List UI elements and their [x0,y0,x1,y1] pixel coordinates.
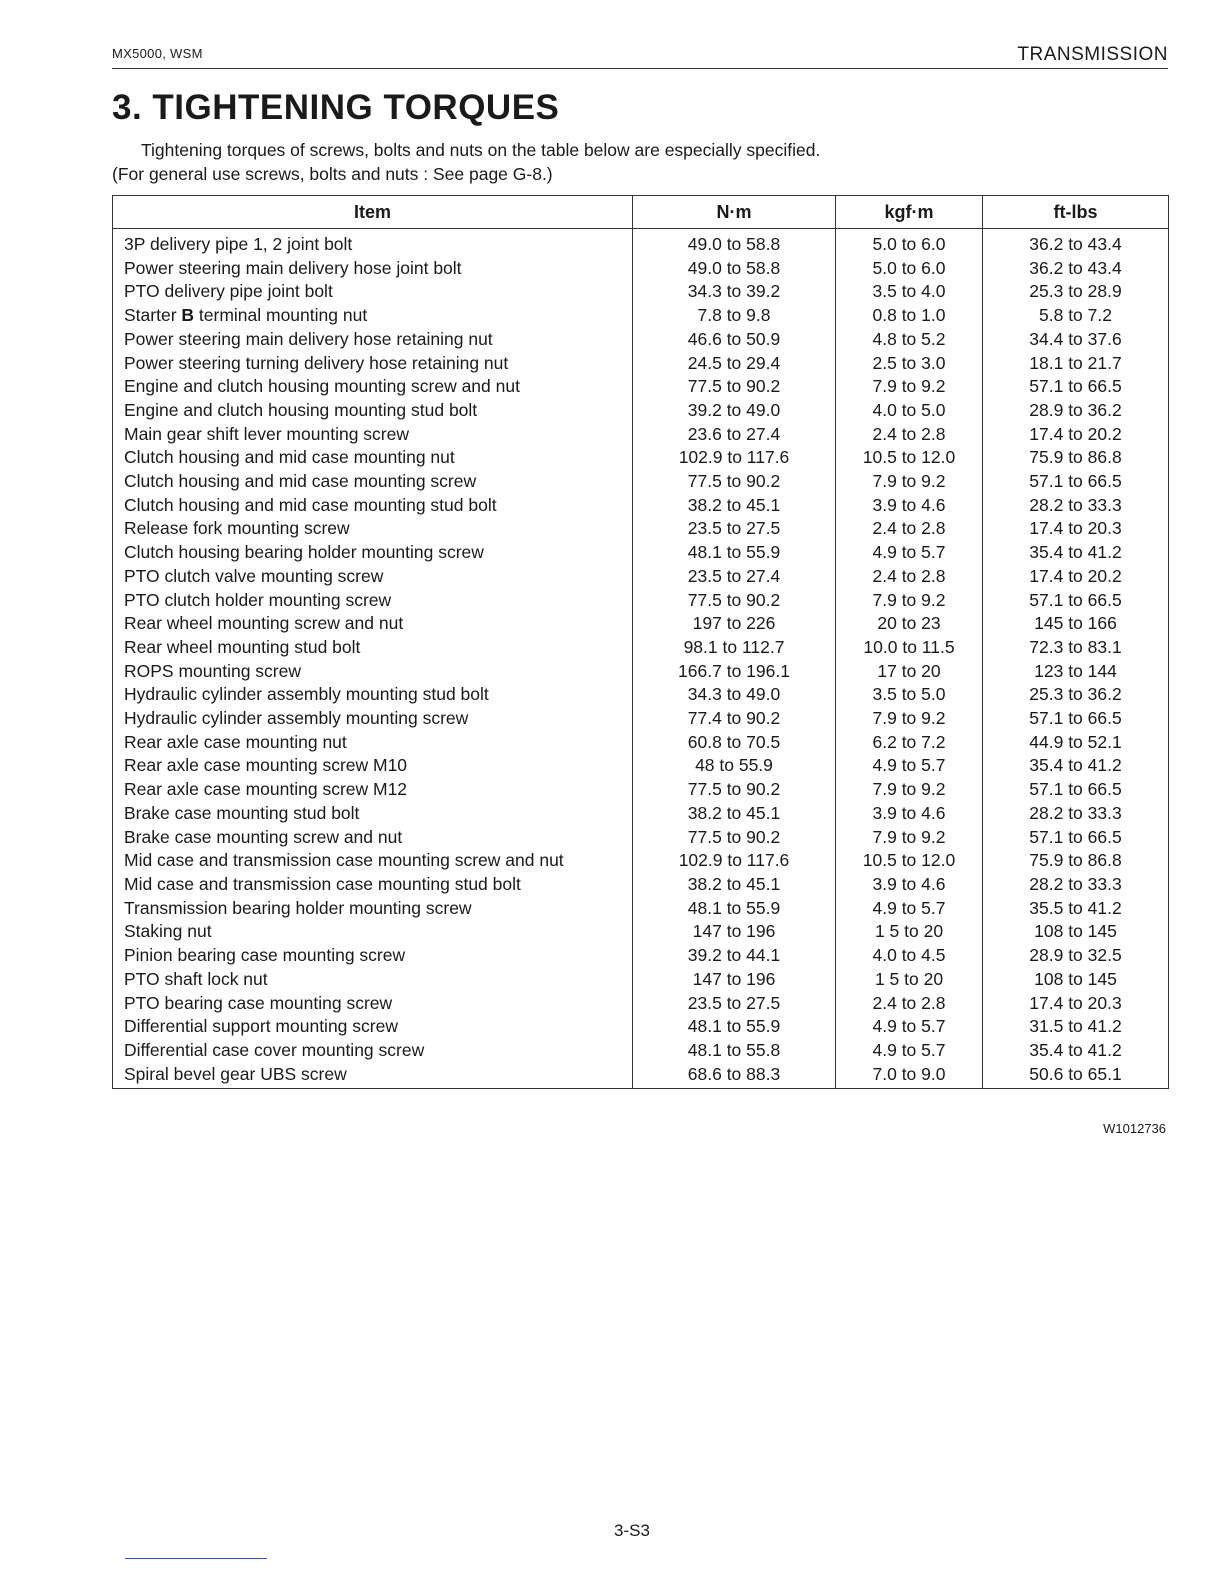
col-header-nm: N·m [633,196,836,229]
table-row [113,683,1169,707]
cell-nm: 39.2 to 44.1 [633,944,836,968]
intro-line-1: Tightening torques of screws, bolts and nuts on the table below are especially specified. [141,140,821,160]
document-code: W1012736 [1103,1121,1166,1136]
cell-ft: 108 to 145 [983,920,1169,944]
cell-kgf: 3.5 to 4.0 [836,280,983,304]
cell-kgf: 7.9 to 9.2 [836,375,983,399]
manual-id: MX5000, WSM [112,46,203,61]
cell-nm: 102.9 to 117.6 [633,446,836,470]
cell-nm: 77.4 to 90.2 [633,707,836,731]
cell-kgf: 4.9 to 5.7 [836,1039,983,1063]
table-row [113,328,1169,352]
table-row [113,304,1169,328]
table-row [113,612,1169,636]
cell-item: PTO shaft lock nut [113,968,633,992]
cell-ft: 35.5 to 41.2 [983,897,1169,921]
cell-ft: 17.4 to 20.2 [983,565,1169,589]
cell-kgf: 10.5 to 12.0 [836,849,983,873]
cell-kgf: 7.9 to 9.2 [836,778,983,802]
table-row [113,375,1169,399]
cell-item: Clutch housing bearing holder mounting screw [113,541,633,565]
table-row [113,992,1169,1016]
cell-kgf: 20 to 23 [836,612,983,636]
cell-item: PTO clutch valve mounting screw [113,565,633,589]
cell-ft: 28.2 to 33.3 [983,802,1169,826]
cell-kgf: 7.9 to 9.2 [836,470,983,494]
cell-ft: 28.2 to 33.3 [983,873,1169,897]
cell-kgf: 4.0 to 5.0 [836,399,983,423]
table-row [113,494,1169,518]
cell-item: Rear wheel mounting stud bolt [113,636,633,660]
cell-ft: 36.2 to 43.4 [983,257,1169,281]
cell-kgf: 1 5 to 20 [836,920,983,944]
table-row [113,849,1169,873]
col-header-item: Item [113,196,633,229]
cell-ft: 44.9 to 52.1 [983,731,1169,755]
table-row [113,802,1169,826]
cell-ft: 108 to 145 [983,968,1169,992]
cell-kgf: 2.4 to 2.8 [836,517,983,541]
cell-nm: 7.8 to 9.8 [633,304,836,328]
cell-item: Clutch housing and mid case mounting screw [113,470,633,494]
cell-nm: 147 to 196 [633,968,836,992]
cell-item: Power steering main delivery hose joint bolt [113,257,633,281]
cell-ft: 75.9 to 86.8 [983,849,1169,873]
cell-kgf: 4.9 to 5.7 [836,1015,983,1039]
cell-kgf: 3.5 to 5.0 [836,683,983,707]
cell-kgf: 1 5 to 20 [836,968,983,992]
cell-nm: 77.5 to 90.2 [633,589,836,613]
table-row [113,873,1169,897]
cell-nm: 77.5 to 90.2 [633,470,836,494]
cell-ft: 72.3 to 83.1 [983,636,1169,660]
cell-ft: 36.2 to 43.4 [983,229,1169,257]
table-row [113,897,1169,921]
cell-kgf: 4.0 to 4.5 [836,944,983,968]
table-row [113,589,1169,613]
cell-kgf: 5.0 to 6.0 [836,229,983,257]
cell-ft: 5.8 to 7.2 [983,304,1169,328]
cell-item: Spiral bevel gear UBS screw [113,1063,633,1089]
cell-item: PTO bearing case mounting screw [113,992,633,1016]
table-row [113,944,1169,968]
cell-item: Differential support mounting screw [113,1015,633,1039]
table-row [113,660,1169,684]
page-number: 3-S3 [614,1521,650,1540]
table-row [113,920,1169,944]
table-row [113,754,1169,778]
table-row [113,778,1169,802]
table-row [113,1039,1169,1063]
cell-kgf: 7.9 to 9.2 [836,826,983,850]
cell-nm: 38.2 to 45.1 [633,802,836,826]
table-row [113,636,1169,660]
cell-kgf: 3.9 to 4.6 [836,494,983,518]
cell-ft: 75.9 to 86.8 [983,446,1169,470]
cell-kgf: 10.0 to 11.5 [836,636,983,660]
table-row [113,1063,1169,1089]
cell-item: Power steering turning delivery hose retaining nut [113,352,633,376]
cell-item: 3P delivery pipe 1, 2 joint bolt [113,229,633,257]
cell-item: Release fork mounting screw [113,517,633,541]
cell-ft: 17.4 to 20.2 [983,423,1169,447]
cell-ft: 145 to 166 [983,612,1169,636]
cell-nm: 23.5 to 27.5 [633,517,836,541]
cell-nm: 48 to 55.9 [633,754,836,778]
cell-kgf: 4.9 to 5.7 [836,754,983,778]
cell-ft: 57.1 to 66.5 [983,589,1169,613]
table-row [113,446,1169,470]
cell-item: Pinion bearing case mounting screw [113,944,633,968]
cell-nm: 147 to 196 [633,920,836,944]
table-row [113,423,1169,447]
cell-ft: 123 to 144 [983,660,1169,684]
cell-nm: 77.5 to 90.2 [633,826,836,850]
cell-item: PTO delivery pipe joint bolt [113,280,633,304]
cell-ft: 28.9 to 36.2 [983,399,1169,423]
cell-item: Brake case mounting screw and nut [113,826,633,850]
cell-nm: 23.5 to 27.5 [633,992,836,1016]
table-row [113,399,1169,423]
table-row [113,470,1169,494]
cell-ft: 17.4 to 20.3 [983,517,1169,541]
cell-item: Engine and clutch housing mounting screw and nut [113,375,633,399]
cell-ft: 25.3 to 28.9 [983,280,1169,304]
cell-item: Rear wheel mounting screw and nut [113,612,633,636]
page-header [112,44,1168,69]
cell-ft: 25.3 to 36.2 [983,683,1169,707]
cell-item: Mid case and transmission case mounting screw and nut [113,849,633,873]
cell-ft: 35.4 to 41.2 [983,754,1169,778]
cell-nm: 102.9 to 117.6 [633,849,836,873]
cell-kgf: 3.9 to 4.6 [836,873,983,897]
cell-kgf: 4.9 to 5.7 [836,897,983,921]
table-row [113,517,1169,541]
cell-ft: 57.1 to 66.5 [983,778,1169,802]
cell-kgf: 3.9 to 4.6 [836,802,983,826]
cell-item: ROPS mounting screw [113,660,633,684]
cell-item: Transmission bearing holder mounting screw [113,897,633,921]
cell-nm: 77.5 to 90.2 [633,778,836,802]
cell-kgf: 5.0 to 6.0 [836,257,983,281]
cell-nm: 48.1 to 55.9 [633,897,836,921]
cell-item: Rear axle case mounting screw M10 [113,754,633,778]
table-row [113,968,1169,992]
cell-item: Staking nut [113,920,633,944]
cell-nm: 48.1 to 55.9 [633,1015,836,1039]
cell-item: PTO clutch holder mounting screw [113,589,633,613]
table-row [113,731,1169,755]
intro-text [112,138,820,186]
table-row [113,229,1169,257]
footer-rule [125,1558,267,1559]
cell-nm: 48.1 to 55.9 [633,541,836,565]
cell-ft: 57.1 to 66.5 [983,375,1169,399]
cell-item: Mid case and transmission case mounting stud bolt [113,873,633,897]
cell-kgf: 2.4 to 2.8 [836,992,983,1016]
table-row [113,257,1169,281]
cell-kgf: 2.4 to 2.8 [836,423,983,447]
cell-nm: 197 to 226 [633,612,836,636]
cell-item: Starter B terminal mounting nut [113,304,633,328]
table-body [113,229,1169,1089]
table-header-row [113,196,1169,229]
cell-ft: 17.4 to 20.3 [983,992,1169,1016]
cell-nm: 23.6 to 27.4 [633,423,836,447]
cell-ft: 57.1 to 66.5 [983,707,1169,731]
cell-nm: 98.1 to 112.7 [633,636,836,660]
cell-item: Power steering main delivery hose retaining nut [113,328,633,352]
table-row [113,352,1169,376]
page-title: 3. TIGHTENING TORQUES [112,88,560,127]
cell-nm: 46.6 to 50.9 [633,328,836,352]
section-name: TRANSMISSION [1017,44,1168,65]
col-header-ft: ft-lbs [983,196,1169,229]
cell-nm: 166.7 to 196.1 [633,660,836,684]
cell-ft: 28.9 to 32.5 [983,944,1169,968]
table-row [113,707,1169,731]
cell-item: Hydraulic cylinder assembly mounting stud bolt [113,683,633,707]
cell-nm: 38.2 to 45.1 [633,873,836,897]
table-row [113,565,1169,589]
cell-kgf: 0.8 to 1.0 [836,304,983,328]
cell-nm: 48.1 to 55.8 [633,1039,836,1063]
cell-nm: 23.5 to 27.4 [633,565,836,589]
intro-line-2: (For general use screws, bolts and nuts : See page G-8.) [112,164,553,184]
cell-kgf: 2.5 to 3.0 [836,352,983,376]
cell-nm: 77.5 to 90.2 [633,375,836,399]
cell-ft: 35.4 to 41.2 [983,1039,1169,1063]
cell-kgf: 17 to 20 [836,660,983,684]
cell-kgf: 7.9 to 9.2 [836,707,983,731]
cell-kgf: 7.0 to 9.0 [836,1063,983,1089]
cell-ft: 50.6 to 65.1 [983,1063,1169,1089]
cell-kgf: 4.8 to 5.2 [836,328,983,352]
col-header-kgf: kgf·m [836,196,983,229]
table-row [113,280,1169,304]
cell-item: Rear axle case mounting nut [113,731,633,755]
cell-ft: 57.1 to 66.5 [983,470,1169,494]
cell-nm: 24.5 to 29.4 [633,352,836,376]
cell-kgf: 6.2 to 7.2 [836,731,983,755]
cell-kgf: 10.5 to 12.0 [836,446,983,470]
cell-kgf: 2.4 to 2.8 [836,565,983,589]
cell-nm: 60.8 to 70.5 [633,731,836,755]
cell-nm: 34.3 to 49.0 [633,683,836,707]
cell-nm: 49.0 to 58.8 [633,229,836,257]
cell-item: Clutch housing and mid case mounting stud bolt [113,494,633,518]
cell-item: Hydraulic cylinder assembly mounting screw [113,707,633,731]
cell-nm: 38.2 to 45.1 [633,494,836,518]
cell-nm: 39.2 to 49.0 [633,399,836,423]
cell-nm: 68.6 to 88.3 [633,1063,836,1089]
cell-item: Clutch housing and mid case mounting nut [113,446,633,470]
cell-item: Engine and clutch housing mounting stud bolt [113,399,633,423]
cell-nm: 49.0 to 58.8 [633,257,836,281]
table-row [113,826,1169,850]
cell-item: Differential case cover mounting screw [113,1039,633,1063]
cell-item: Rear axle case mounting screw M12 [113,778,633,802]
cell-nm: 34.3 to 39.2 [633,280,836,304]
cell-item: Brake case mounting stud bolt [113,802,633,826]
cell-ft: 28.2 to 33.3 [983,494,1169,518]
cell-ft: 35.4 to 41.2 [983,541,1169,565]
cell-ft: 34.4 to 37.6 [983,328,1169,352]
table-row [113,541,1169,565]
cell-ft: 31.5 to 41.2 [983,1015,1169,1039]
cell-item: Main gear shift lever mounting screw [113,423,633,447]
cell-ft: 57.1 to 66.5 [983,826,1169,850]
cell-kgf: 7.9 to 9.2 [836,589,983,613]
cell-ft: 18.1 to 21.7 [983,352,1169,376]
torque-table [112,195,1169,1089]
table-row [113,1015,1169,1039]
cell-kgf: 4.9 to 5.7 [836,541,983,565]
